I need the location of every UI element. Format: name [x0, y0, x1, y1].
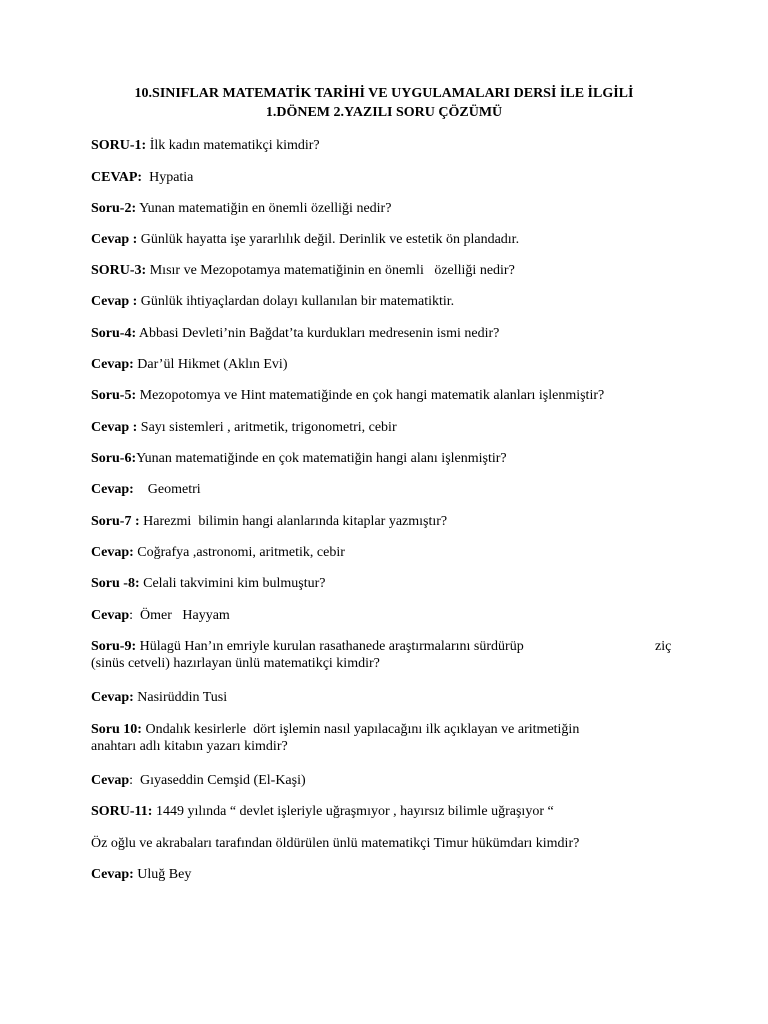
answer-text: Sayı sistemleri , aritmetik, trigonometri, cebir: [137, 420, 397, 435]
answer-9: [91, 689, 691, 706]
answer-11: [91, 866, 691, 883]
question-6: [91, 450, 691, 467]
answer-5: [91, 419, 691, 436]
answer-text: : Gıyaseddin Cemşid (El-Kaşi): [129, 773, 306, 788]
question-3: [91, 262, 691, 279]
question-text: 1449 yılında “ devlet işleriyle uğraşmıyor , hayırsız bilimle uğraşıyor “: [152, 804, 554, 819]
answer-text: Hypatia: [142, 170, 194, 185]
answer-label: Cevap:: [91, 867, 134, 882]
question-label: SORU-11:: [91, 804, 153, 819]
question-text: Öz oğlu ve akrabaları tarafından öldürülen ünlü matematikçi Timur hükümdarı kimdir?: [91, 836, 580, 851]
answer-3: [91, 293, 691, 310]
answer-label: Cevap:: [91, 545, 134, 560]
answer-text: Günlük hayatta işe yararlılık değil. Derinlik ve estetik ön plandadır.: [137, 232, 520, 247]
question-text: Mezopotomya ve Hint matematiğinde en çok hangi matematik alanları işlenmiştir?: [136, 388, 605, 403]
answer-label: Cevap: [91, 608, 130, 623]
answer-label: Cevap :: [91, 294, 138, 309]
question-2: [91, 200, 691, 217]
question-text-line-2: (sinüs cetveli) hazırlayan ünlü matematikçi kimdir?: [91, 656, 380, 671]
question-11-continued: [91, 835, 691, 852]
answer-10: [91, 772, 691, 789]
question-4: [91, 325, 691, 342]
answer-2: [91, 231, 691, 248]
answer-label: Cevap :: [91, 420, 138, 435]
answer-text: Uluğ Bey: [133, 867, 192, 882]
question-11: [91, 803, 691, 820]
question-label: SORU-3:: [91, 263, 147, 278]
question-7: [91, 513, 691, 530]
question-9: [91, 638, 691, 672]
question-1: [91, 137, 691, 154]
answer-1: [91, 169, 691, 186]
question-label: SORU-1:: [91, 138, 147, 153]
question-8: [91, 575, 691, 592]
question-10: [91, 721, 691, 755]
document-title-line-2: 1.DÖNEM 2.YAZILI SORU ÇÖZÜMÜ: [265, 105, 503, 120]
answer-text: Dar’ül Hikmet (Aklın Evi): [133, 357, 288, 372]
question-text: Yunan matematiğinde en çok matematiğin hangi alanı işlenmiştir?: [136, 451, 507, 466]
question-text: Celali takvimini kim bulmuştur?: [139, 576, 326, 591]
question-label: Soru-9:: [91, 639, 137, 654]
document-title-line-1: 10.SINIFLAR MATEMATİK TARİHİ VE UYGULAMALARI DERSİ İLE İLGİLİ: [134, 86, 634, 101]
question-label: Soru-6:: [91, 451, 137, 466]
answer-4: [91, 356, 691, 373]
question-label: Soru -8:: [91, 576, 140, 591]
question-text: Mısır ve Mezopotamya matematiğinin en önemli özelliği nedir?: [146, 263, 515, 278]
answer-8: [91, 607, 691, 624]
answer-label: Cevap:: [91, 482, 134, 497]
answer-7: [91, 544, 691, 561]
question-text: Abbasi Devleti’nin Bağdat’ta kurdukları medresenin ismi nedir?: [136, 326, 500, 341]
question-label: Soru-7 :: [91, 514, 140, 529]
answer-6: [91, 481, 691, 498]
question-text: İlk kadın matematikçi kimdir?: [146, 138, 320, 153]
question-5: [91, 387, 691, 404]
answer-text: Günlük ihtiyaçlardan dolayı kullanılan bir matematiktir.: [137, 294, 455, 309]
answer-text: : Ömer Hayyam: [129, 608, 230, 623]
answer-text: Nasirüddin Tusi: [133, 690, 228, 705]
answer-text: Geometri: [133, 482, 201, 497]
answer-label: CEVAP:: [91, 170, 143, 185]
question-label: Soru-2:: [91, 201, 137, 216]
question-text: Hülagü Han’ın emriyle kurulan rasathanede araştırmalarını sürdürüp: [136, 639, 524, 654]
question-label: Soru-4:: [91, 326, 137, 341]
answer-label: Cevap: [91, 773, 130, 788]
answer-label: Cevap:: [91, 357, 134, 372]
question-text-right-word: ziç: [655, 639, 672, 654]
question-text: Ondalık kesirlerle dört işlemin nasıl yapılacağını ilk açıklayan ve aritmetiğin: [141, 722, 580, 737]
answer-label: Cevap :: [91, 232, 138, 247]
question-label: Soru 10:: [91, 722, 142, 737]
answer-text: Coğrafya ,astronomi, aritmetik, cebir: [133, 545, 345, 560]
question-label: Soru-5:: [91, 388, 137, 403]
answer-label: Cevap:: [91, 690, 134, 705]
question-text: Harezmi bilimin hangi alanlarında kitaplar yazmıştır?: [139, 514, 448, 529]
question-text: Yunan matematiğin en önemli özelliği nedir?: [136, 201, 392, 216]
question-text-line-2: anahtarı adlı kitabın yazarı kimdir?: [91, 739, 288, 754]
